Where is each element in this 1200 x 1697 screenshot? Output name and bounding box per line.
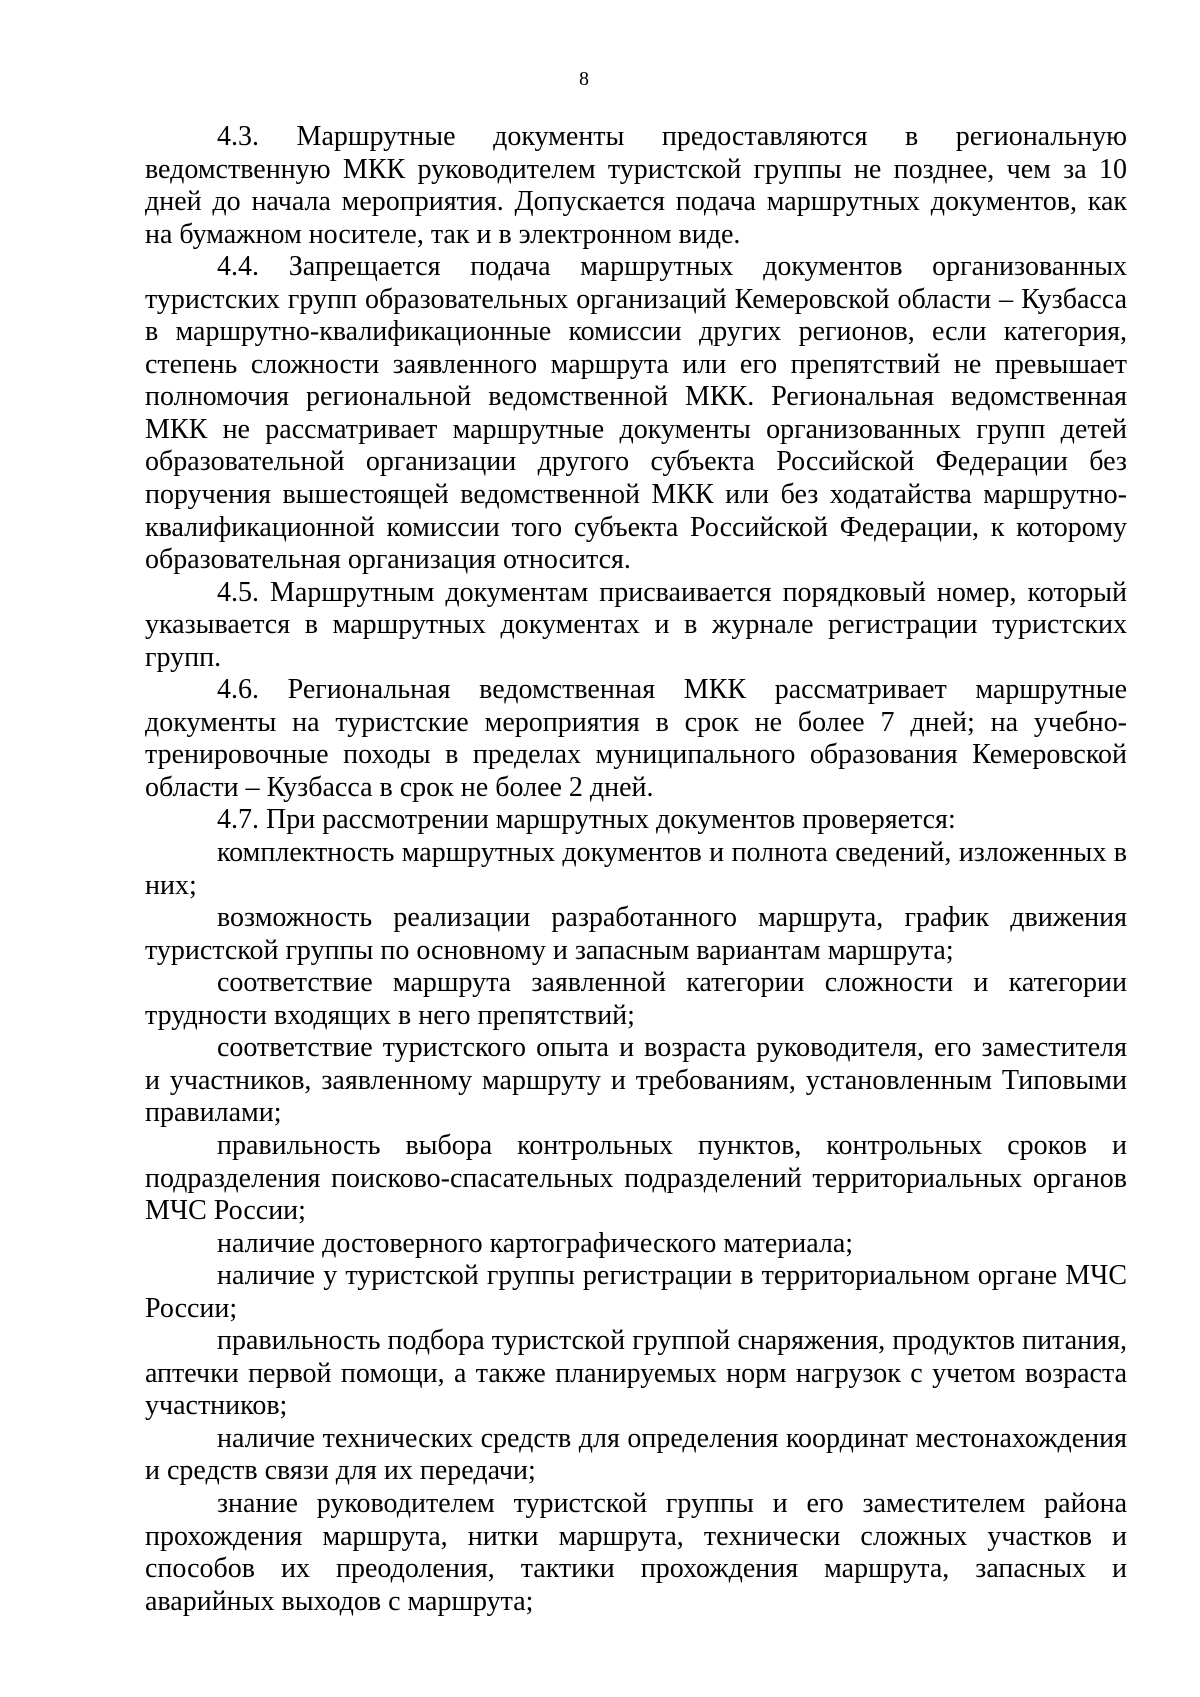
paragraph-4-3: 4.3. Маршрутные документы предоставляются в региональную ведомственную МКК руководителем туристской группы не позднее, чем за 10 дней до начала мероприятия. Допускается подача маршрутных документов, как на бумажном носителе, так и в электронном виде. — [145, 121, 1127, 250]
paragraph-4-6: 4.6. Региональная ведомственная МКК рассматривает маршрутные документы на туристские мероприятия в срок не более 7 дней; на учебно-тренировочные походы в пределах муниципального образования Кемеровской области – Кузбасса в срок не более 2 дней. — [145, 674, 1127, 803]
check-item: наличие у туристской группы регистрации в территориальном органе МЧС России; — [145, 1260, 1127, 1324]
check-item: соответствие туристского опыта и возраста руководителя, его заместителя и участников, заявленному маршруту и требованиям, установленным Типовыми правилами; — [145, 1032, 1127, 1129]
page-number: 8 — [579, 68, 589, 90]
check-item: наличие достоверного картографического материала; — [217, 1227, 854, 1259]
check-item: возможность реализации разработанного маршрута, график движения туристской группы по основному и запасным вариантам маршрута; — [145, 902, 1127, 966]
paragraph-4-5: 4.5. Маршрутным документам присваивается порядковый номер, который указывается в маршрутных документах и в журнале регистрации туристских групп. — [145, 576, 1127, 673]
paragraph-4-7: 4.7. При рассмотрении маршрутных документов проверяется: — [217, 804, 956, 836]
paragraph-4-4: 4.4. Запрещается подача маршрутных документов организованных туристских групп образовательных организаций Кемеровской области – Кузбасса в маршрутно-квалификационные комиссии других регионов, если категория, степень сложности заявленного маршрута или его препятствий не превышает полномочия региональной ведомственной МКК. Региональная ведомственная МКК не рассматривает маршрутные документы организованных групп детей образовательной организации другого субъекта Российской Федерации без поручения вышестоящей ведомственной МКК или без ходатайства маршрутно-квалификационной комиссии того субъекта Российской Федерации, к которому образовательная организация относится. — [145, 251, 1127, 576]
check-item: наличие технических средств для определения координат местонахождения и средств связи для их передачи; — [145, 1422, 1127, 1487]
check-item: знание руководителем туристской группы и его заместителем района прохождения маршрута, нитки маршрута, технически сложных участков и способов их преодоления, тактики прохождения маршрута, запасных и аварийных выходов с маршрута; — [145, 1487, 1127, 1617]
document-body — [145, 121, 1127, 1618]
check-item: соответствие маршрута заявленной категории сложности и категории трудности входящих в него препятствий; — [145, 967, 1127, 1031]
check-item: правильность выбора контрольных пунктов, контрольных сроков и подразделения поисково-спасательных подразделений территориальных органов МЧС России; — [145, 1129, 1127, 1227]
check-item: правильность подбора туристской группой снаряжения, продуктов питания, аптечки первой помощи, а также планируемых норм нагрузок с учетом возраста участников; — [145, 1325, 1127, 1422]
check-item: комплектность маршрутных документов и полнота сведений, изложенных в них; — [145, 837, 1127, 901]
